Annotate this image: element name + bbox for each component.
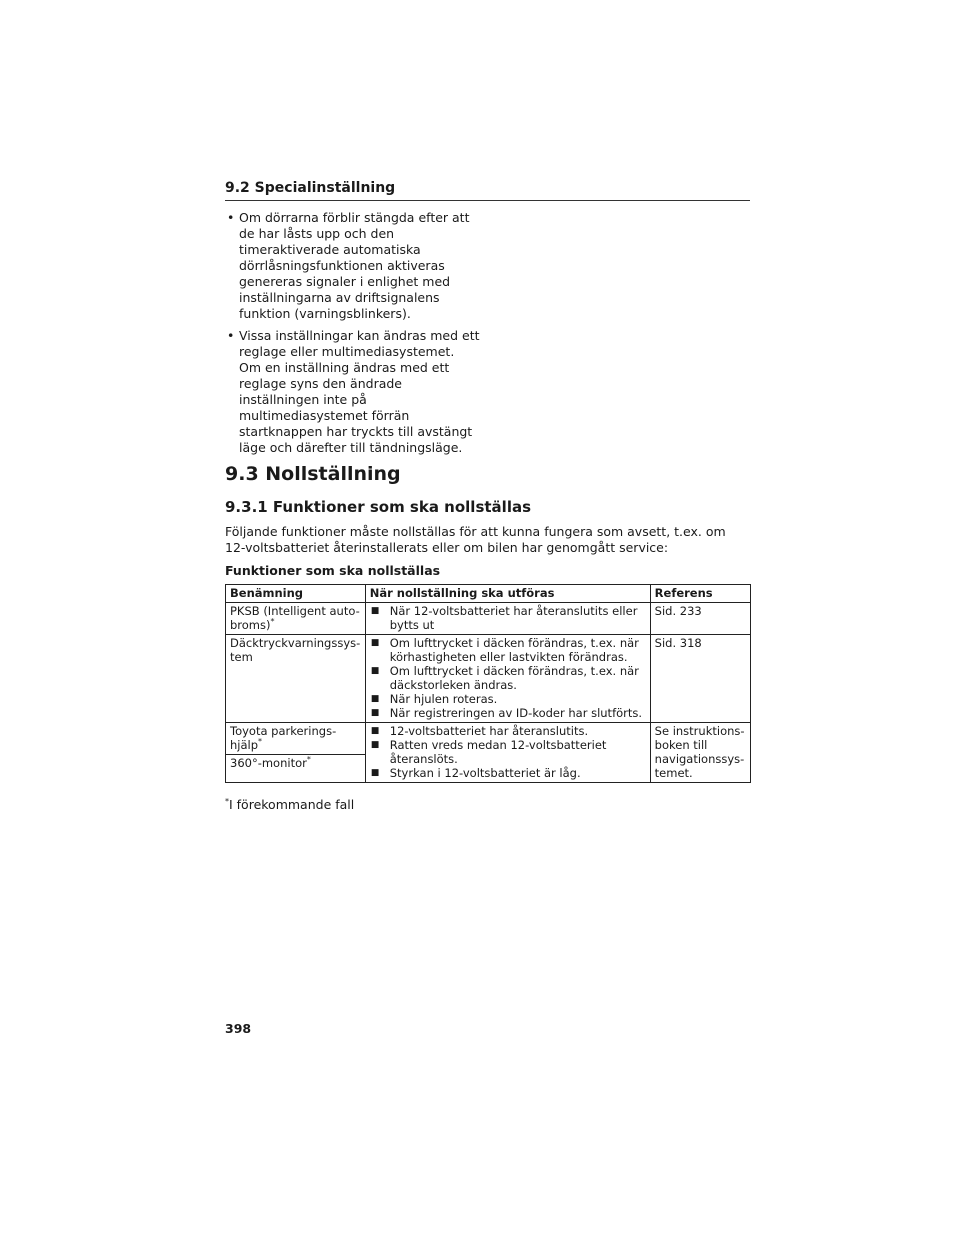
row-reference: Se instruktions-boken till navigationssys-temet. <box>650 723 750 783</box>
footnote-marker: * <box>258 737 263 747</box>
bullet-item: • Vissa inställningar kan ändras med ett reglage eller multimediasystemet. Om en inställning ändras med ett reglage syns den ändrade inställningen inte på multimediasystemet förrän startknappen har tryckts till avstängt läge och därefter till tändningsläge. <box>225 328 480 456</box>
subsection-title: 9.3.1 Funktioner som ska nollställas <box>225 498 532 516</box>
row-name: Toyota parkerings-hjälp <box>230 724 337 752</box>
condition-item: ■ När hjulen roteras. <box>370 692 646 706</box>
row-conditions-cell <box>365 723 650 783</box>
table-row <box>226 723 751 783</box>
row-reference: Sid. 233 <box>650 603 750 635</box>
row-name: 360°-monitor <box>230 756 307 770</box>
table-row <box>226 635 751 723</box>
row-name-lower <box>226 755 365 772</box>
table-header-row <box>226 585 751 603</box>
footnote-marker: * <box>306 755 311 765</box>
condition-list <box>370 636 646 720</box>
reset-functions-table <box>225 584 751 783</box>
condition-item: ■ Styrkan i 12-voltsbatteriet är låg. <box>370 766 646 780</box>
bullet-list <box>225 210 480 462</box>
row-name-upper <box>226 723 365 755</box>
condition-item: ■ Om lufttrycket i däcken förändras, t.ex. när körhastigheten eller lastvikten förändras. <box>370 636 646 664</box>
column-header-when: När nollställning ska utföras <box>365 585 650 603</box>
condition-item: ■ När registreringen av ID-koder har slutförts. <box>370 706 646 720</box>
column-header-name: Benämning <box>226 585 366 603</box>
condition-item: ■ Om lufttrycket i däcken förändras, t.ex. när däckstorleken ändras. <box>370 664 646 692</box>
table-title: Funktioner som ska nollställas <box>225 563 441 578</box>
row-name: Däcktryckvarningssys-tem <box>230 636 361 664</box>
row-reference: Sid. 318 <box>650 635 750 723</box>
footnote-marker: * <box>225 796 229 806</box>
intro-paragraph: Följande funktioner måste nollställas för att kunna fungera som avsett, t.ex. om 12-voltsbatteriet återinstallerats eller om bilen har genomgått service: <box>225 524 726 555</box>
condition-list <box>370 724 646 780</box>
bullet-item: • Om dörrarna förblir stängda efter att de har låsts upp och den timeraktiverade automatiska dörrlåsningsfunktionen aktiveras genereras signaler i enlighet med inställningarna av driftsignalens funktion (varningsblinkers). <box>225 210 480 322</box>
footnote <box>225 797 354 813</box>
column-header-reference: Referens <box>650 585 750 603</box>
table-row <box>226 603 751 635</box>
footnote-text: I förekommande fall <box>229 797 355 812</box>
row-name-cell <box>226 723 366 783</box>
row-name: PKSB (Intelligent auto-broms) <box>230 604 360 632</box>
condition-item: ■ Ratten vreds medan 12-voltsbatteriet återanslöts. <box>370 738 646 766</box>
row-conditions-cell <box>365 635 650 723</box>
condition-item: ■ 12-voltsbatteriet har återanslutits. <box>370 724 646 738</box>
section-title: 9.3 Nollställning <box>225 463 401 485</box>
page-number: 398 <box>225 1021 252 1036</box>
row-name-cell <box>226 635 366 723</box>
condition-item: ■ När 12-voltsbatteriet har återanslutits eller bytts ut <box>370 604 646 632</box>
section-header: 9.2 Specialinställning <box>225 178 750 201</box>
footnote-marker: * <box>270 617 275 627</box>
row-name-cell <box>226 603 366 635</box>
condition-list <box>370 604 646 632</box>
row-conditions-cell <box>365 603 650 635</box>
